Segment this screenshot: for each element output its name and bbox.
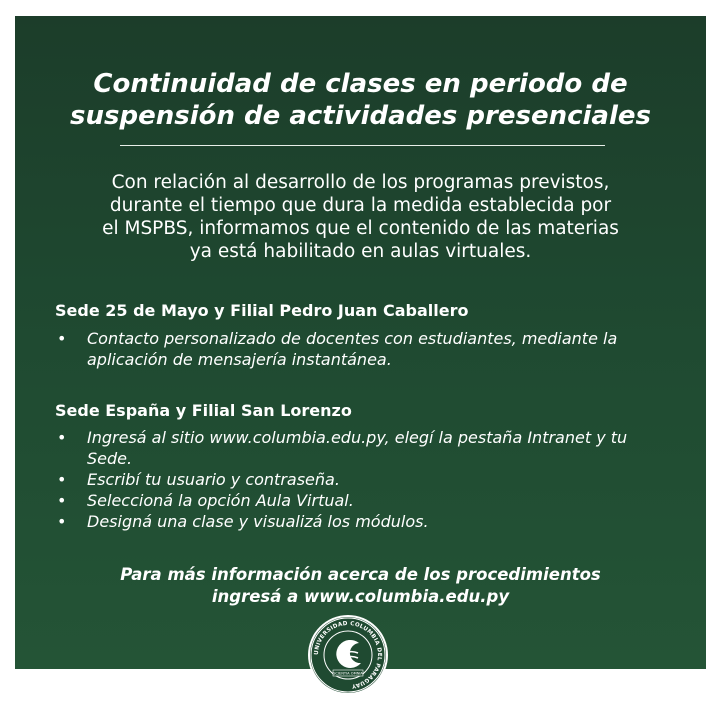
divider	[120, 145, 605, 146]
list-item	[55, 469, 676, 490]
bullet-icon: •	[57, 470, 67, 489]
page-title	[15, 68, 706, 132]
intro-line-4: ya está habilitado en aulas virtuales.	[189, 241, 532, 262]
intro-line-1: Con relación al desarrollo de los programas previstos,	[111, 172, 610, 193]
list-item-text: Designá una clase y visualizá los módulos.	[87, 512, 429, 531]
list-item-text: Seleccioná la opción Aula Virtual.	[87, 491, 354, 510]
intro-line-3: el MSPBS, informamos que el contenido de las materias	[102, 218, 619, 239]
list-item	[55, 490, 676, 511]
list-item-text: Contacto personalizado de docentes con estudiantes, mediante la aplicación de mensajería instantánea.	[87, 329, 618, 369]
list-item-text: Escribí tu usuario y contraseña.	[87, 470, 340, 489]
title-line-1: Continuidad de clases en periodo de	[93, 69, 628, 99]
footer-line-1: Para más información acerca de los procedimientos	[120, 565, 601, 584]
section-heading-espana: Sede España y Filial San Lorenzo	[55, 401, 352, 420]
bullet-icon: •	[57, 428, 67, 447]
section-heading-25-de-mayo: Sede 25 de Mayo y Filial Pedro Juan Caballero	[55, 301, 469, 320]
intro-line-2: durante el tiempo que dura la medida establecida por	[109, 195, 612, 216]
section-1-list	[55, 328, 676, 370]
intro-paragraph	[55, 171, 666, 263]
title-line-2: suspensión de actividades presenciales	[70, 101, 651, 131]
list-item	[55, 511, 676, 532]
bullet-icon: •	[57, 329, 67, 348]
list-item	[55, 328, 676, 370]
seal-ring-text: UNIVERSIDAD COLUMBIA DEL PARAGUAY	[313, 620, 383, 689]
list-item-text: Ingresá al sitio www.columbia.edu.py, elegí la pestaña Intranet y tu Sede.	[87, 428, 628, 468]
bullet-icon: •	[57, 491, 67, 510]
seal-motto: SCIENTIA OMNIA	[333, 671, 363, 676]
section-2-list	[55, 427, 676, 532]
list-item	[55, 427, 676, 469]
footer-line-2: ingresá a www.columbia.edu.py	[211, 587, 510, 606]
bullet-icon: •	[57, 512, 67, 531]
footer-note	[15, 564, 706, 608]
announcement-card	[15, 16, 706, 669]
university-seal-icon	[306, 613, 390, 697]
